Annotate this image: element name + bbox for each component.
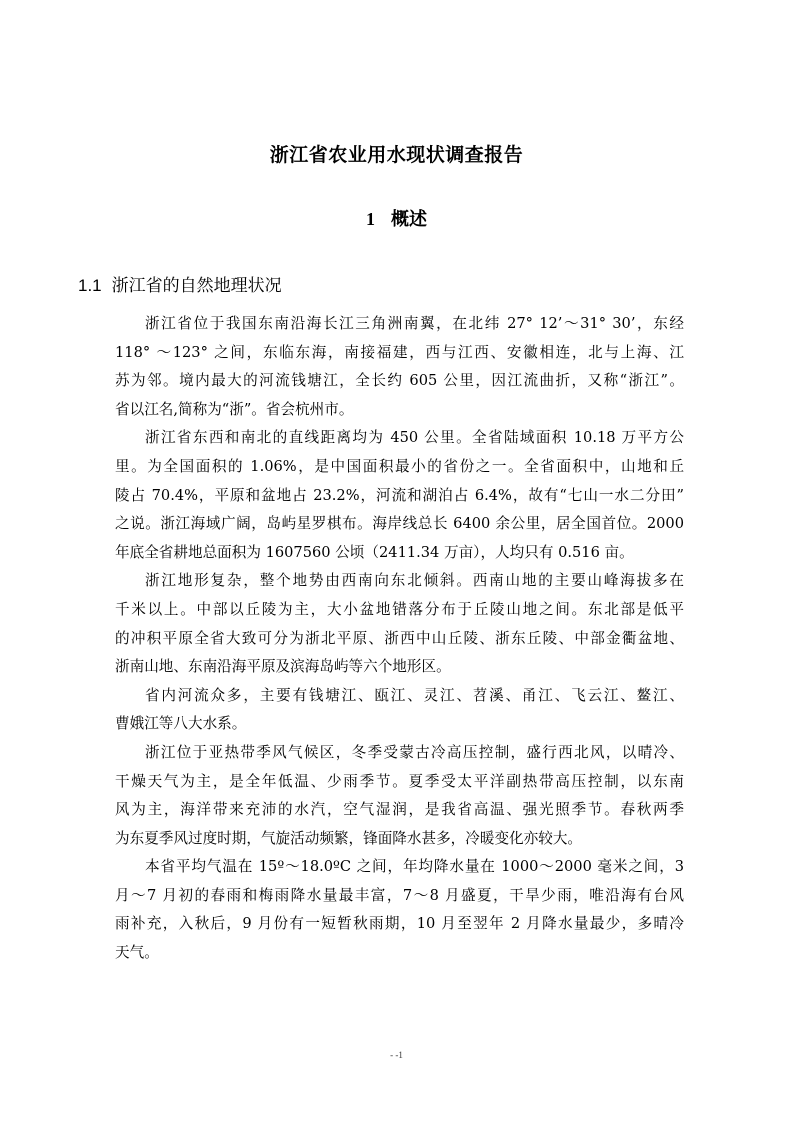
text-line: 陵占 70.4%，平原和盆地占 23.2%，河流和湖泊占 6.4%，故有“七山一水二分田” [115, 486, 684, 504]
text-line: 干燥天气为主，是全年低温、少雨季节。夏季受太平洋副热带高压控制，以东南 [115, 772, 684, 790]
paragraph-climate [115, 739, 684, 853]
text-line: 浙江位于亚热带季风气候区，冬季受蒙古冷高压控制，盛行西北风，以晴冷、 [145, 743, 684, 761]
chapter-number: 1 [366, 209, 375, 229]
section-heading [78, 271, 282, 296]
chapter-title: 概述 [391, 209, 427, 230]
text-line: 省内河流众多，主要有钱塘江、瓯江、灵江、苕溪、甬江、飞云江、鳌江、 [145, 686, 684, 704]
text-line: 本省平均气温在 15º～18.0ºC 之间，年均降水量在 1000～2000 毫米之间，3 [145, 858, 684, 876]
text-line: 为东夏季风过度时期，气旋活动频繁，锋面降水甚多，冷暖变化亦较大。 [115, 829, 583, 847]
document-title: 浙江省农业用水现状调查报告 [269, 144, 524, 166]
chapter-heading [0, 205, 793, 231]
text-line: 曹娥江等八大水系。 [115, 715, 247, 733]
text-line: 浙江省位于我国东南沿海长江三角洲南翼，在北纬 27° 12’～31° 30’，东经 [145, 315, 684, 332]
text-line: 里。为全国面积的 1.06%，是中国面积最小的省份之一。全省面积中，山地和丘 [115, 457, 684, 475]
text-line: 月～7 月初的春雨和梅雨降水量最丰富，7～8 月盛夏，干旱少雨，唯沿海有台风 [115, 886, 684, 904]
text-line: 千米以上。中部以丘陵为主，大小盆地错落分布于丘陵山地之间。东北部是低平 [115, 600, 684, 618]
paragraph-rivers [115, 682, 684, 739]
text-line: 之说。浙江海域广阔，岛屿星罗棋布。海岸线总长 6400 余公里，居全国首位。2000 [115, 515, 684, 533]
page-number: - -1 [390, 1050, 403, 1060]
text-line: 浙江省东西和南北的直线距离均为 450 公里。全省陆域面积 10.18 万平方公 [145, 429, 684, 447]
paragraph-terrain [115, 567, 684, 681]
text-line: 省以江名,简称为“浙”。省会杭州市。 [115, 400, 354, 418]
text-line: 118° ～123° 之间，东临东海，南接福建，西与江西、安徽相连，北与上海、江 [115, 343, 684, 361]
text-line: 的冲积平原全省大致可分为浙北平原、浙西中山丘陵、浙东丘陵、中部金衢盆地、 [115, 629, 684, 647]
text-line: 天气。 [115, 944, 159, 962]
text-line: 浙江地形复杂，整个地势由西南向东北倾斜。西南山地的主要山峰海拔多在 [145, 572, 684, 590]
text-line: 苏为邻。境内最大的河流钱塘江，全长约 605 公里，因江流曲折，又称“浙江”。 [115, 372, 684, 390]
body-text [115, 310, 684, 968]
section-number: 1.1 [78, 276, 102, 295]
text-line: 年底全省耕地总面积为 1607560 公顷（2411.34 万亩），人均只有 0.516 亩。 [115, 543, 634, 561]
text-line: 风为主，海洋带来充沛的水汽，空气湿润，是我省高温、强光照季节。春秋两季 [115, 801, 684, 819]
text-line: 雨补充，入秋后，9 月份有一短暂秋雨期，10 月至翌年 2 月降水量最少，多晴冷 [115, 915, 684, 933]
paragraph-temperature-rainfall [115, 853, 684, 967]
text-line: 浙南山地、东南沿海平原及滨海岛屿等六个地形区。 [115, 658, 451, 676]
paragraph-area [115, 424, 684, 567]
section-title: 浙江省的自然地理状况 [111, 276, 282, 295]
paragraph-location [115, 310, 684, 424]
